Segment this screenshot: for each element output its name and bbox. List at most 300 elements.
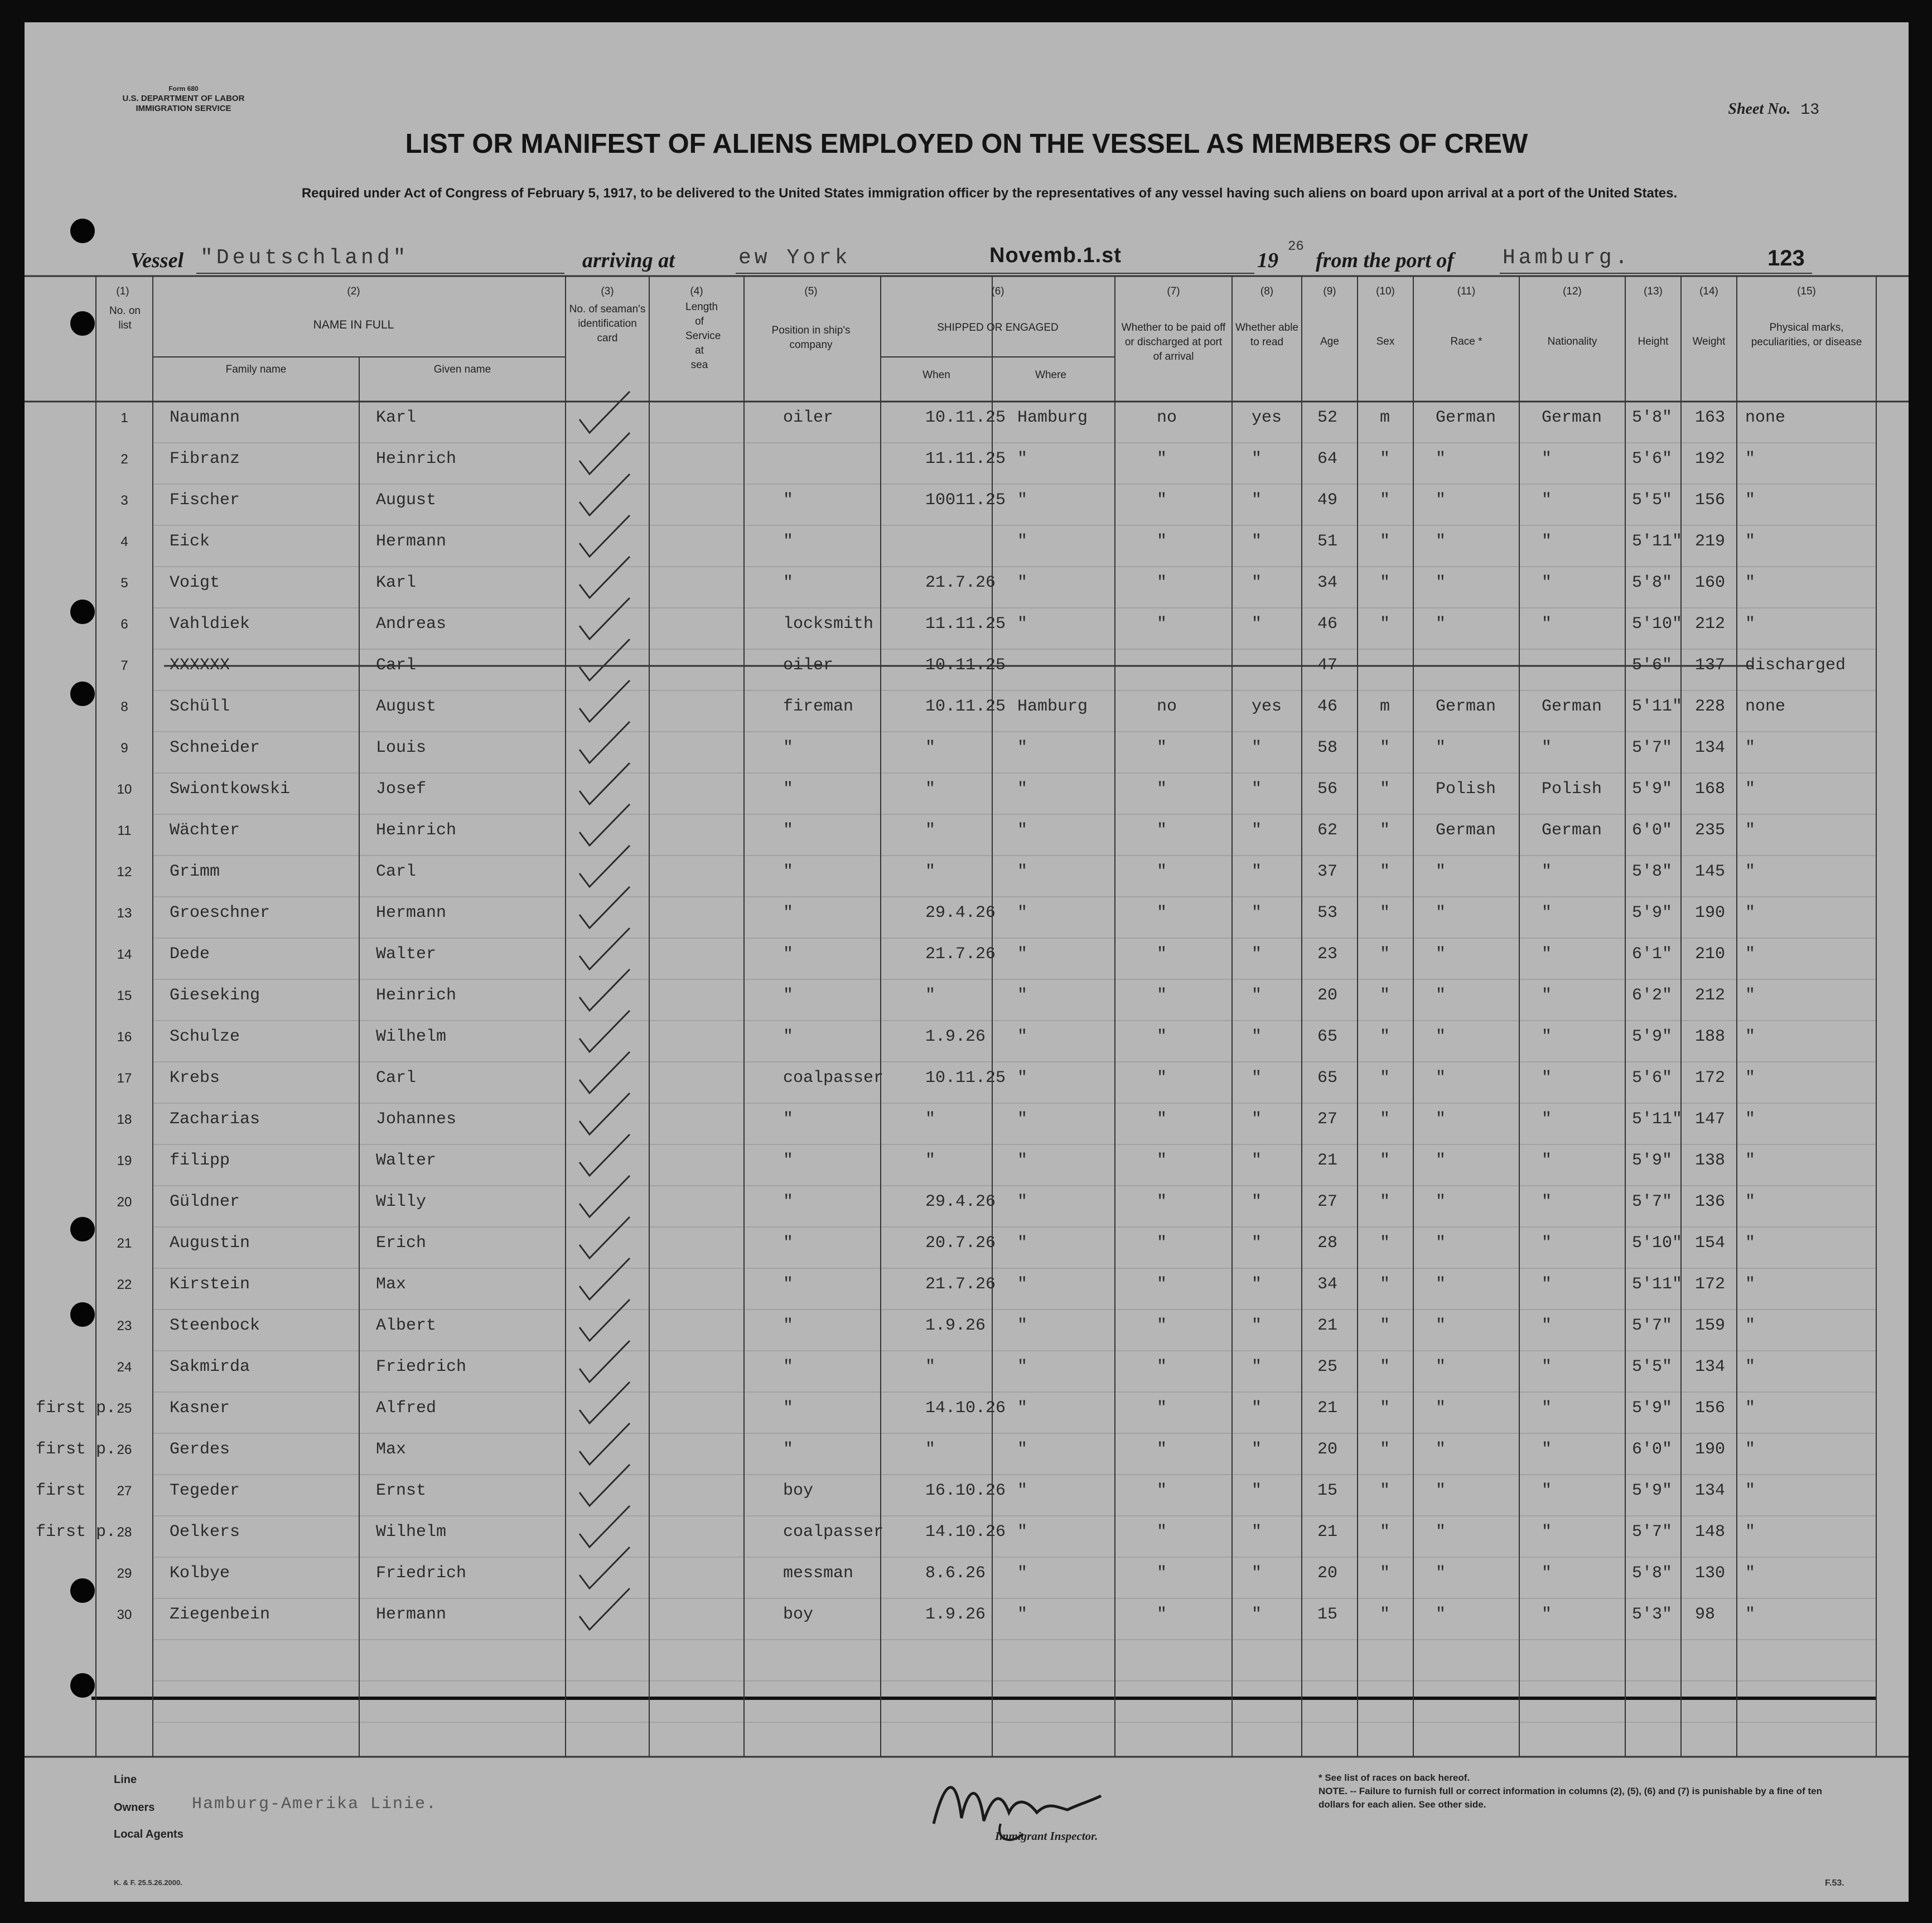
cell-when: 20.7.26 bbox=[925, 1234, 996, 1253]
cell-weight: 137 bbox=[1695, 656, 1726, 675]
cell-nat: " bbox=[1542, 903, 1552, 922]
cell-family: Tegeder bbox=[170, 1481, 240, 1500]
owners-label: Owners bbox=[114, 1801, 155, 1814]
cell-position: messman bbox=[783, 1564, 854, 1583]
row-number: 13 bbox=[117, 906, 132, 921]
cell-read: " bbox=[1252, 615, 1262, 634]
service-name: IMMIGRATION SERVICE bbox=[136, 104, 231, 113]
cell-given: Max bbox=[376, 1275, 407, 1294]
cell-read: " bbox=[1252, 573, 1262, 592]
margin-note: first p. bbox=[36, 1523, 117, 1542]
cell-race: " bbox=[1436, 573, 1446, 592]
cell-marks: " bbox=[1745, 1234, 1756, 1253]
cell-when: 14.10.26 bbox=[925, 1523, 1006, 1542]
cell-weight: 190 bbox=[1695, 903, 1726, 922]
cell-nat: " bbox=[1542, 573, 1552, 592]
cell-race: German bbox=[1436, 408, 1496, 427]
cell-marks: " bbox=[1745, 1440, 1756, 1459]
cell-nat: German bbox=[1542, 821, 1602, 840]
check-mark bbox=[579, 1341, 630, 1382]
col10-label: Sex bbox=[1376, 336, 1395, 347]
cell-race: German bbox=[1436, 821, 1496, 840]
cell-race: " bbox=[1436, 1481, 1446, 1500]
cell-when: 1.9.26 bbox=[925, 1605, 986, 1624]
cell-height: 5'7" bbox=[1632, 1523, 1673, 1542]
cell-age: 65 bbox=[1317, 1027, 1338, 1046]
cell-position: " bbox=[783, 1275, 794, 1294]
cell-sex: " bbox=[1380, 1564, 1390, 1583]
cell-marks: " bbox=[1745, 450, 1756, 468]
col5-num: (5) bbox=[804, 286, 818, 297]
col9-num: (9) bbox=[1323, 286, 1336, 297]
cell-sex: " bbox=[1380, 1192, 1390, 1211]
cell-height: 5'11" bbox=[1632, 1275, 1683, 1294]
cell-nat: Polish bbox=[1542, 780, 1602, 799]
check-mark bbox=[579, 1547, 630, 1588]
row-number: 23 bbox=[117, 1318, 132, 1333]
cell-where: " bbox=[1017, 1440, 1028, 1459]
cell-given: Wilhelm bbox=[376, 1523, 447, 1542]
cell-read: " bbox=[1252, 945, 1262, 964]
cell-height: 5'10" bbox=[1632, 1234, 1683, 1253]
cell-age: 62 bbox=[1317, 821, 1338, 840]
cell-weight: 134 bbox=[1695, 1481, 1726, 1500]
cell-height: 5'9" bbox=[1632, 1481, 1673, 1500]
cell-where: " bbox=[1017, 450, 1028, 468]
check-mark bbox=[579, 1093, 630, 1134]
cell-given: Willy bbox=[376, 1192, 427, 1211]
cell-race: " bbox=[1436, 491, 1446, 510]
cell-marks: " bbox=[1745, 1275, 1756, 1294]
cell-position: " bbox=[783, 1316, 794, 1335]
cell-when: 8.6.26 bbox=[925, 1564, 986, 1583]
cell-where: Hamburg bbox=[1017, 408, 1088, 427]
cell-marks: " bbox=[1745, 1316, 1756, 1335]
cell-marks: " bbox=[1745, 862, 1756, 881]
row-number: 29 bbox=[117, 1566, 132, 1581]
row-number: 28 bbox=[117, 1525, 132, 1540]
col4-label: Length of Service at sea bbox=[685, 301, 721, 371]
cell-age: 23 bbox=[1317, 945, 1338, 964]
row-number: 8 bbox=[120, 699, 128, 714]
cell-race: " bbox=[1436, 1523, 1446, 1542]
cell-age: 34 bbox=[1317, 1275, 1338, 1294]
cell-nat: " bbox=[1542, 532, 1552, 551]
cell-weight: 235 bbox=[1695, 821, 1726, 840]
row-number: 3 bbox=[120, 493, 128, 508]
cell-given: Max bbox=[376, 1440, 407, 1459]
cell-family: Sakmirda bbox=[170, 1357, 250, 1376]
cell-nat: " bbox=[1542, 1069, 1552, 1088]
cell-nat: " bbox=[1542, 1440, 1552, 1459]
cell-age: 47 bbox=[1317, 656, 1338, 675]
cell-paid: " bbox=[1157, 1399, 1167, 1418]
cell-weight: 136 bbox=[1695, 1192, 1726, 1211]
cell-paid: " bbox=[1157, 738, 1167, 757]
cell-sex: " bbox=[1380, 1027, 1390, 1046]
cell-when: " bbox=[925, 780, 936, 799]
cell-when: " bbox=[925, 862, 936, 881]
cell-where: " bbox=[1017, 1481, 1028, 1500]
cell-age: 49 bbox=[1317, 491, 1338, 510]
cell-height: 5'8" bbox=[1632, 1564, 1673, 1583]
cell-given: Johannes bbox=[376, 1110, 457, 1129]
cell-family: Dede bbox=[170, 945, 210, 964]
cell-when: 11.11.25 bbox=[925, 615, 1006, 634]
row-number: 19 bbox=[117, 1153, 132, 1168]
cell-marks: " bbox=[1745, 1027, 1756, 1046]
cell-nat: " bbox=[1542, 1357, 1552, 1376]
cell-sex: " bbox=[1380, 1399, 1390, 1418]
cell-age: 46 bbox=[1317, 615, 1338, 634]
cell-weight: 212 bbox=[1695, 615, 1726, 634]
cell-sex: " bbox=[1380, 1110, 1390, 1129]
cell-marks: " bbox=[1745, 903, 1756, 922]
cell-position: " bbox=[783, 573, 794, 592]
cell-when: " bbox=[925, 1110, 936, 1129]
cell-nat: " bbox=[1542, 862, 1552, 881]
cell-marks: " bbox=[1745, 780, 1756, 799]
cell-family: Krebs bbox=[170, 1069, 220, 1088]
cell-height: 5'6" bbox=[1632, 1069, 1673, 1088]
cell-where: " bbox=[1017, 1151, 1028, 1170]
row-number: 11 bbox=[117, 823, 132, 838]
cell-marks: " bbox=[1745, 1357, 1756, 1376]
cell-position: " bbox=[783, 945, 794, 964]
cell-marks: " bbox=[1745, 1523, 1756, 1542]
cell-family: Gieseking bbox=[170, 986, 260, 1005]
cell-height: 6'0" bbox=[1632, 1440, 1673, 1459]
cell-position: locksmith bbox=[783, 615, 874, 634]
cell-family: Eick bbox=[170, 532, 210, 551]
row-number: 20 bbox=[117, 1195, 132, 1210]
row-number: 27 bbox=[117, 1484, 132, 1499]
cell-height: 5'9" bbox=[1632, 1399, 1673, 1418]
cell-paid: " bbox=[1157, 1069, 1167, 1088]
sheet-label: Sheet No. bbox=[1728, 100, 1791, 118]
col2-family: Family name bbox=[225, 364, 287, 375]
cell-family: filipp bbox=[170, 1151, 230, 1170]
cell-marks: " bbox=[1745, 1192, 1756, 1211]
cell-when: " bbox=[925, 986, 936, 1005]
vessel-label: Vessel bbox=[131, 249, 183, 272]
cell-position: boy bbox=[783, 1481, 814, 1500]
row-number: 15 bbox=[117, 988, 132, 1003]
cell-weight: 210 bbox=[1695, 945, 1726, 964]
col3-label: No. of seaman's identification card bbox=[569, 303, 646, 344]
col6-when: When bbox=[922, 369, 950, 381]
col10-num: (10) bbox=[1376, 286, 1395, 297]
cell-race: " bbox=[1436, 945, 1446, 964]
cell-read: " bbox=[1252, 532, 1262, 551]
cell-age: 46 bbox=[1317, 697, 1338, 716]
cell-family: Steenbock bbox=[170, 1316, 260, 1335]
check-mark bbox=[579, 1382, 630, 1423]
cell-height: 5'11" bbox=[1632, 697, 1683, 716]
cell-race: " bbox=[1436, 1192, 1446, 1211]
print-code: K. & F. 25.5.26.2000. bbox=[114, 1878, 182, 1887]
cell-sex: " bbox=[1380, 1316, 1390, 1335]
cell-paid: " bbox=[1157, 821, 1167, 840]
cell-where: " bbox=[1017, 1605, 1028, 1624]
check-mark bbox=[579, 1011, 630, 1052]
cell-age: 65 bbox=[1317, 1069, 1338, 1088]
row-number: 4 bbox=[120, 534, 128, 549]
cell-position: " bbox=[783, 1234, 794, 1253]
cell-nat: German bbox=[1542, 408, 1602, 427]
cell-family: Fischer bbox=[170, 491, 240, 510]
cell-paid: " bbox=[1157, 491, 1167, 510]
cell-when: 10.11.25 bbox=[925, 656, 1006, 675]
cell-when: 10.11.25 bbox=[925, 408, 1006, 427]
cell-paid: " bbox=[1157, 1234, 1167, 1253]
cell-where: " bbox=[1017, 903, 1028, 922]
cell-read: " bbox=[1252, 1027, 1262, 1046]
cell-weight: 228 bbox=[1695, 697, 1726, 716]
cell-position: " bbox=[783, 1399, 794, 1418]
cell-sex: " bbox=[1380, 1481, 1390, 1500]
cell-given: Karl bbox=[376, 408, 417, 427]
cell-marks: " bbox=[1745, 1481, 1756, 1500]
cell-position: " bbox=[783, 1151, 794, 1170]
cell-sex: " bbox=[1380, 1151, 1390, 1170]
cell-where: Hamburg bbox=[1017, 697, 1088, 716]
check-mark bbox=[579, 1176, 630, 1217]
cell-position: " bbox=[783, 986, 794, 1005]
cell-sex: m bbox=[1380, 408, 1390, 427]
cell-race: " bbox=[1436, 1069, 1446, 1088]
cell-where: " bbox=[1017, 615, 1028, 634]
cell-sex: " bbox=[1380, 821, 1390, 840]
col15-label: Physical marks, peculiarities, or disease bbox=[1751, 322, 1862, 348]
cell-nat: " bbox=[1542, 1399, 1552, 1418]
cell-where: " bbox=[1017, 1564, 1028, 1583]
cell-position: " bbox=[783, 1027, 794, 1046]
row-number: 16 bbox=[117, 1030, 132, 1045]
cell-family: Schüll bbox=[170, 697, 230, 716]
cell-paid: " bbox=[1157, 780, 1167, 799]
cell-age: 27 bbox=[1317, 1192, 1338, 1211]
cell-when: " bbox=[925, 738, 936, 757]
cell-given: Albert bbox=[376, 1316, 437, 1335]
cell-age: 56 bbox=[1317, 780, 1338, 799]
check-mark bbox=[579, 1052, 630, 1093]
row-number: 18 bbox=[117, 1112, 132, 1127]
cell-weight: 156 bbox=[1695, 491, 1726, 510]
cell-sex: " bbox=[1380, 532, 1390, 551]
cell-paid: " bbox=[1157, 1151, 1167, 1170]
check-mark bbox=[579, 680, 630, 722]
cell-family: Kolbye bbox=[170, 1564, 230, 1583]
cell-sex: " bbox=[1380, 1440, 1390, 1459]
arrival-port: ew York bbox=[738, 246, 851, 270]
cell-where: " bbox=[1017, 1234, 1028, 1253]
cell-height: 5'7" bbox=[1632, 1192, 1673, 1211]
cell-family: Schulze bbox=[170, 1027, 240, 1046]
cell-given: Hermann bbox=[376, 1605, 447, 1624]
cell-where: " bbox=[1017, 738, 1028, 757]
cell-height: 5'7" bbox=[1632, 1316, 1673, 1335]
form-number: Form 680 bbox=[168, 85, 199, 93]
cell-where: " bbox=[1017, 1523, 1028, 1542]
cell-race: " bbox=[1436, 903, 1446, 922]
races-note: * See list of races on back hereof. bbox=[1318, 1772, 1470, 1783]
cell-height: 5'8" bbox=[1632, 573, 1673, 592]
cell-when: 1.9.26 bbox=[925, 1316, 986, 1335]
cell-position: " bbox=[783, 862, 794, 881]
cell-when: " bbox=[925, 1151, 936, 1170]
col13-num: (13) bbox=[1644, 286, 1663, 297]
cell-height: 5'5" bbox=[1632, 491, 1673, 510]
margin-note: first p. bbox=[36, 1440, 117, 1459]
cell-family: Schneider bbox=[170, 738, 260, 757]
cell-position: " bbox=[783, 738, 794, 757]
cell-age: 21 bbox=[1317, 1151, 1338, 1170]
cell-paid: " bbox=[1157, 1316, 1167, 1335]
col7-label: Whether to be paid off or discharged at port of arrival bbox=[1121, 322, 1226, 363]
col1-label: No. on list bbox=[109, 305, 141, 331]
cell-nat: " bbox=[1542, 1027, 1552, 1046]
col8-label: Whether able to read bbox=[1235, 322, 1298, 348]
cell-read: " bbox=[1252, 1357, 1262, 1376]
cell-read: " bbox=[1252, 450, 1262, 468]
cell-sex: " bbox=[1380, 945, 1390, 964]
check-mark bbox=[579, 515, 630, 557]
cell-sex: " bbox=[1380, 1357, 1390, 1376]
cell-read: yes bbox=[1252, 408, 1282, 427]
row-number: 24 bbox=[117, 1360, 132, 1375]
check-mark bbox=[579, 969, 630, 1011]
cell-marks: " bbox=[1745, 1399, 1756, 1418]
check-mark bbox=[579, 1258, 630, 1299]
col12-label: Nationality bbox=[1547, 336, 1597, 347]
cell-marks: " bbox=[1745, 573, 1756, 592]
local-agents-label: Local Agents bbox=[114, 1828, 183, 1840]
cell-position: " bbox=[783, 1357, 794, 1376]
cell-given: Josef bbox=[376, 780, 427, 799]
cell-nat: " bbox=[1542, 1275, 1552, 1294]
cell-given: Erich bbox=[376, 1234, 427, 1253]
cell-sex: " bbox=[1380, 1069, 1390, 1088]
inspector-label: Immigrant Inspector. bbox=[995, 1829, 1098, 1843]
cell-race: " bbox=[1436, 1275, 1446, 1294]
year-suffix: 26 bbox=[1288, 239, 1304, 254]
check-mark bbox=[579, 392, 630, 433]
cell-where: " bbox=[1017, 780, 1028, 799]
cell-paid: " bbox=[1157, 945, 1167, 964]
cell-marks: " bbox=[1745, 1069, 1756, 1088]
cell-height: 6'1" bbox=[1632, 945, 1673, 964]
cell-age: 64 bbox=[1317, 450, 1338, 468]
cell-read: " bbox=[1252, 1605, 1262, 1624]
cell-position: " bbox=[783, 1440, 794, 1459]
cell-read: " bbox=[1252, 1069, 1262, 1088]
cell-nat: " bbox=[1542, 1234, 1552, 1253]
cell-when: 29.4.26 bbox=[925, 903, 996, 922]
cell-position: " bbox=[783, 821, 794, 840]
cell-given: Wilhelm bbox=[376, 1027, 447, 1046]
cell-age: 37 bbox=[1317, 862, 1338, 881]
cell-race: " bbox=[1436, 1234, 1446, 1253]
row-number: 25 bbox=[117, 1401, 132, 1416]
cell-paid: " bbox=[1157, 615, 1167, 634]
col12-num: (12) bbox=[1563, 286, 1582, 297]
cell-marks: " bbox=[1745, 532, 1756, 551]
cell-where: " bbox=[1017, 1027, 1028, 1046]
check-mark bbox=[579, 1465, 630, 1506]
check-mark bbox=[579, 1506, 630, 1547]
cell-position: " bbox=[783, 1110, 794, 1129]
cell-where: " bbox=[1017, 1399, 1028, 1418]
cell-family: Vahldiek bbox=[170, 615, 250, 634]
check-mark bbox=[579, 887, 630, 928]
row-number: 5 bbox=[120, 576, 128, 591]
cell-family: Voigt bbox=[170, 573, 220, 592]
row-number: 6 bbox=[120, 617, 128, 632]
cell-given: Karl bbox=[376, 573, 417, 592]
from-port: Hamburg. bbox=[1503, 246, 1631, 270]
cell-sex: " bbox=[1380, 1275, 1390, 1294]
cell-height: 5'11" bbox=[1632, 532, 1683, 551]
page-title: LIST OR MANIFEST OF ALIENS EMPLOYED ON THE VESSEL AS MEMBERS OF CREW bbox=[405, 129, 1528, 159]
col13-label: Height bbox=[1638, 336, 1669, 347]
cell-given: August bbox=[376, 491, 437, 510]
cell-race: " bbox=[1436, 1399, 1446, 1418]
cell-position: " bbox=[783, 532, 794, 551]
cell-weight: 172 bbox=[1695, 1069, 1726, 1088]
cell-marks: " bbox=[1745, 738, 1756, 757]
arrival-date: Novemb.1.st bbox=[989, 244, 1122, 267]
col6-where: Where bbox=[1035, 369, 1066, 381]
cell-marks: " bbox=[1745, 615, 1756, 634]
owners-value: Hamburg-Amerika Linie. bbox=[192, 1795, 438, 1814]
cell-race: " bbox=[1436, 615, 1446, 634]
cell-where: " bbox=[1017, 491, 1028, 510]
cell-sex: " bbox=[1380, 450, 1390, 468]
cell-sex: " bbox=[1380, 1523, 1390, 1542]
cell-height: 6'0" bbox=[1632, 821, 1673, 840]
cell-height: 6'2" bbox=[1632, 986, 1673, 1005]
cell-paid: " bbox=[1157, 1192, 1167, 1211]
col11-label: Race * bbox=[1450, 336, 1482, 347]
cell-weight: 190 bbox=[1695, 1440, 1726, 1459]
cell-given: Heinrich bbox=[376, 821, 457, 840]
cell-family: Zacharias bbox=[170, 1110, 260, 1129]
cell-sex: " bbox=[1380, 1234, 1390, 1253]
col11-num: (11) bbox=[1457, 286, 1476, 297]
cell-sex: " bbox=[1380, 615, 1390, 634]
cell-read: " bbox=[1252, 986, 1262, 1005]
cell-race: " bbox=[1436, 1027, 1446, 1046]
col1-num: (1) bbox=[116, 286, 129, 297]
cell-read: " bbox=[1252, 1481, 1262, 1500]
row-number: 9 bbox=[120, 741, 128, 756]
cell-age: 21 bbox=[1317, 1399, 1338, 1418]
cell-family: Swiontkowski bbox=[170, 780, 291, 799]
row-number: 21 bbox=[117, 1236, 132, 1251]
cell-where: " bbox=[1017, 532, 1028, 551]
cell-when: 10.11.25 bbox=[925, 697, 1006, 716]
cell-when: " bbox=[925, 821, 936, 840]
cell-age: 21 bbox=[1317, 1523, 1338, 1542]
cell-nat: " bbox=[1542, 945, 1552, 964]
cell-paid: " bbox=[1157, 986, 1167, 1005]
cell-read: " bbox=[1252, 1440, 1262, 1459]
cell-marks: none bbox=[1745, 408, 1786, 427]
cell-when: 1.9.26 bbox=[925, 1027, 986, 1046]
check-mark bbox=[579, 763, 630, 804]
cell-height: 5'9" bbox=[1632, 1027, 1673, 1046]
